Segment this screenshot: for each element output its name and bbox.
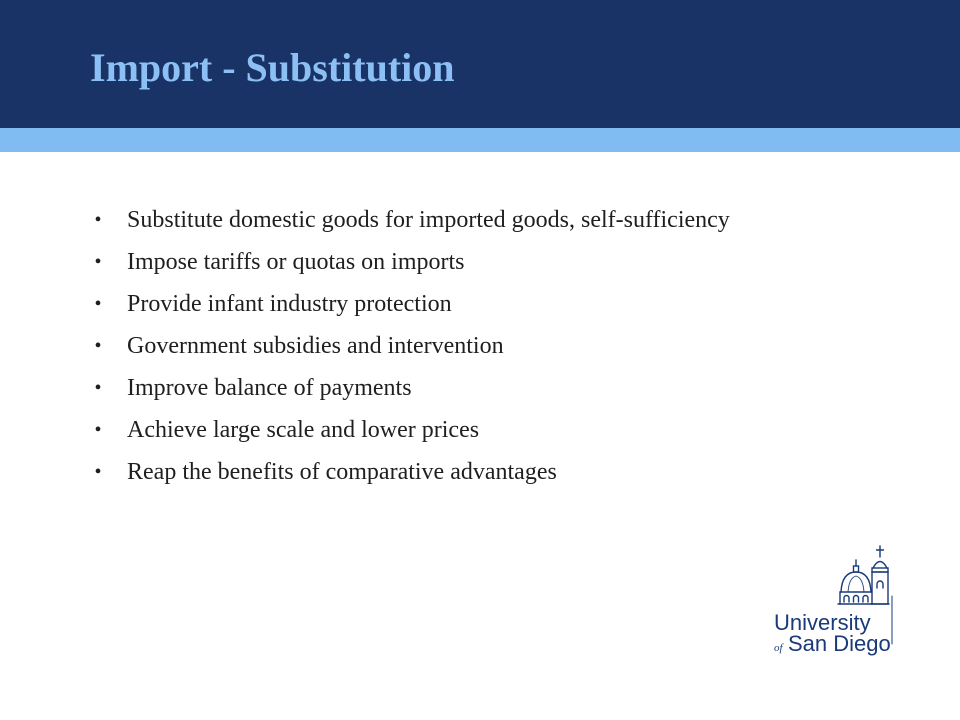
bullet-item [88, 288, 808, 320]
bullet-item [88, 372, 808, 404]
bullet-text: Impose tariffs or quotas on imports [127, 249, 465, 275]
bullet-item [88, 414, 808, 446]
logo-wordmark-line1: University [774, 610, 871, 635]
bullet-text: Substitute domestic goods for imported goods, self-sufficiency [127, 207, 730, 233]
bullet-item [88, 456, 808, 488]
bullet-dot-icon: • [94, 251, 102, 273]
bullet-text: Reap the benefits of comparative advantages [127, 459, 557, 485]
bullet-item [88, 246, 808, 278]
bullet-item [88, 204, 808, 236]
university-logo-graphic [768, 540, 902, 660]
slide-title: Import - Substitution [90, 45, 455, 90]
bullet-dot-icon: • [94, 209, 102, 231]
bullet-dot-icon: • [94, 461, 102, 483]
logo-wordmark-of: of [774, 642, 783, 654]
accent-band [0, 128, 960, 152]
bullet-dot-icon: • [94, 293, 102, 315]
logo-wordmark-line2: San Diego [788, 631, 891, 656]
bullet-text: Provide infant industry protection [127, 291, 452, 317]
bullet-dot-icon: • [94, 377, 102, 399]
bullet-text: Government subsidies and intervention [127, 333, 504, 359]
bullet-dot-icon: • [94, 335, 102, 357]
bullet-dot-icon: • [94, 419, 102, 441]
bullet-list [88, 204, 808, 498]
bullet-text: Improve balance of payments [127, 375, 412, 401]
university-logo [768, 540, 902, 660]
bullet-item [88, 330, 808, 362]
bullet-text: Achieve large scale and lower prices [127, 417, 480, 443]
